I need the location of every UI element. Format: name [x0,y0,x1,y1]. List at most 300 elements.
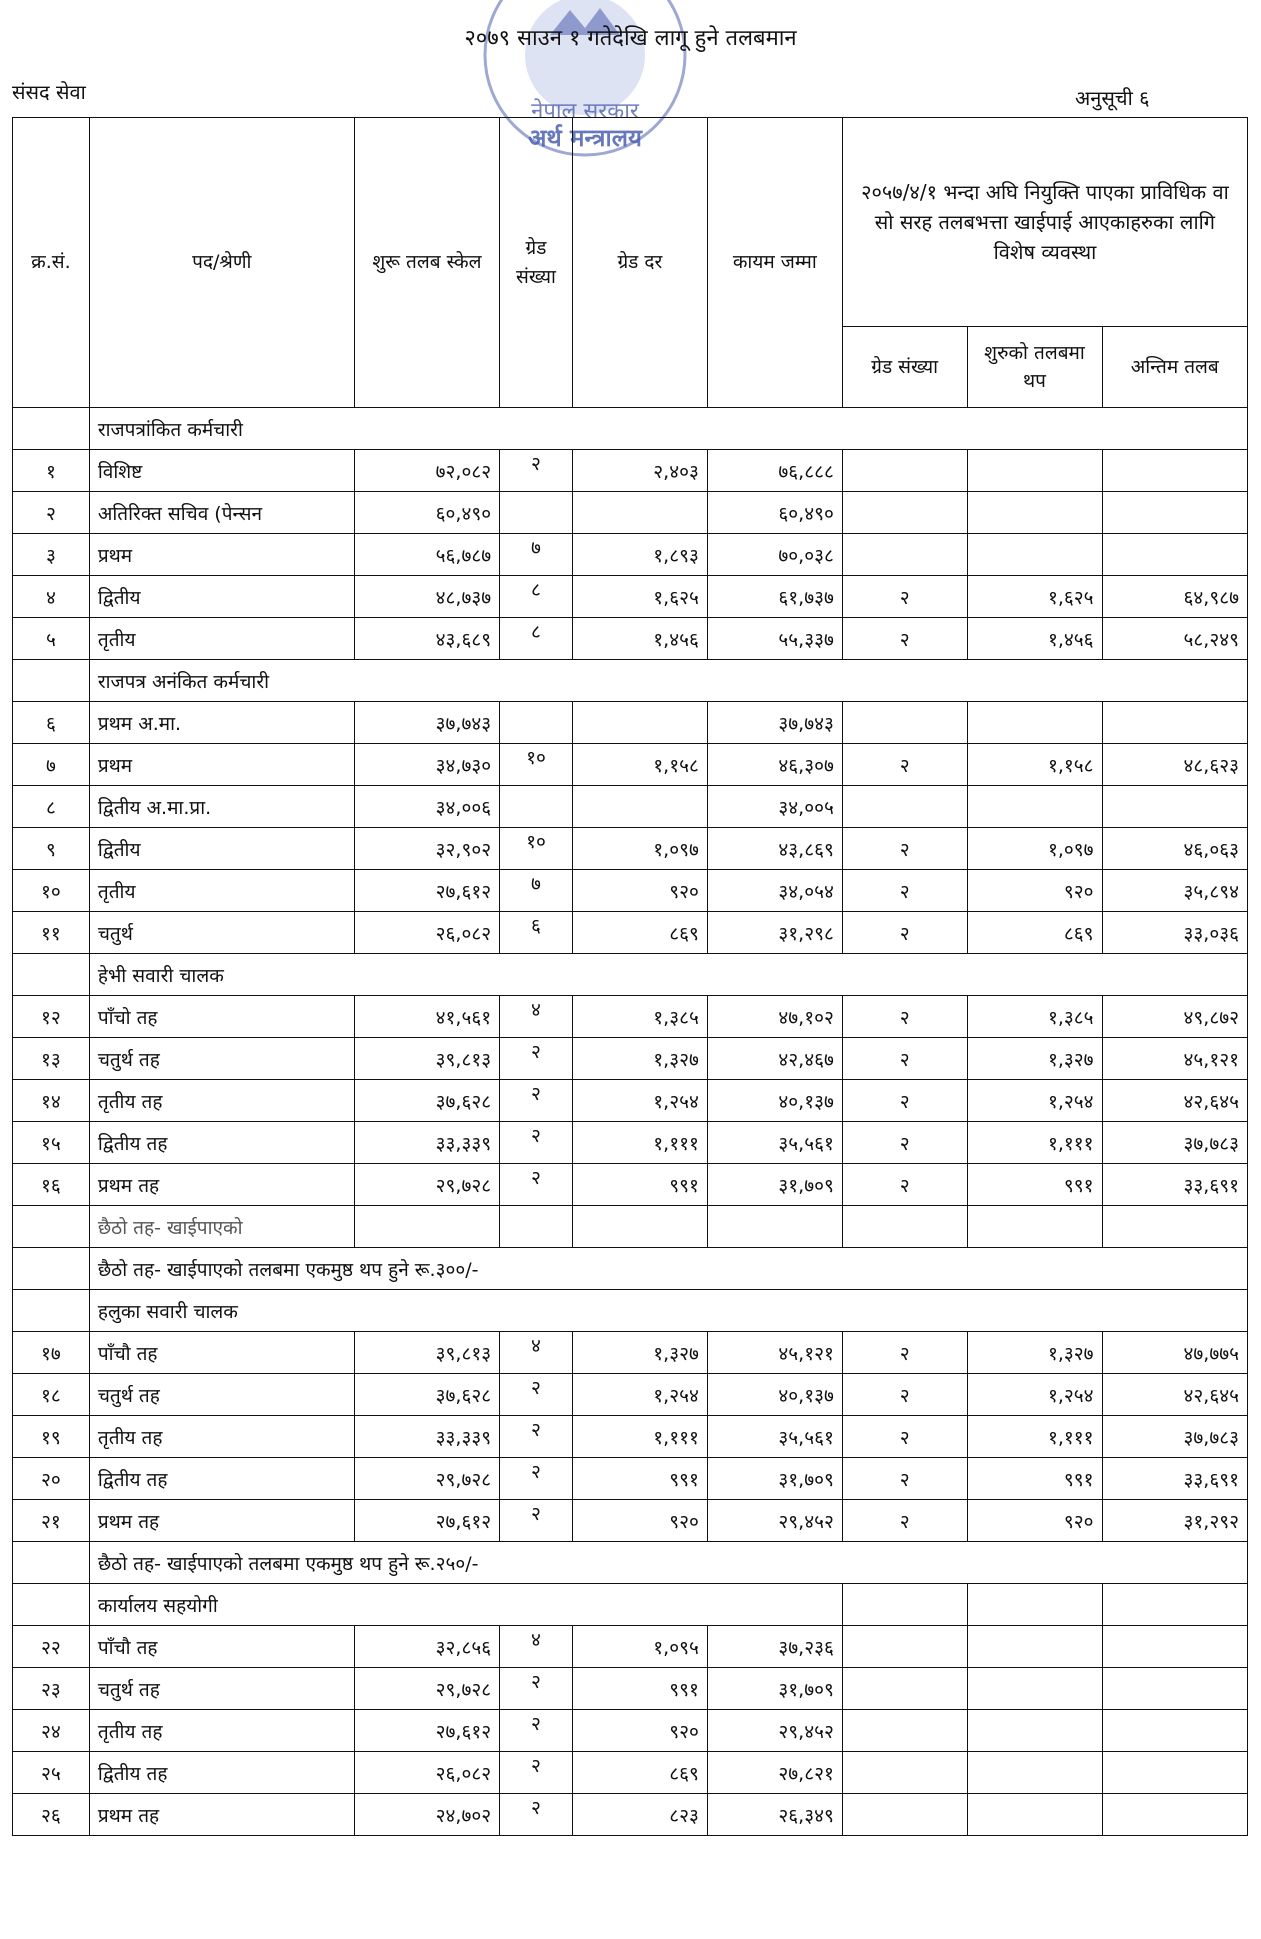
cell-post: चतुर्थ तह [89,1668,354,1710]
cell-special-add [967,786,1102,828]
cell-grade-count [500,702,573,744]
cell-total: २९,४५२ [707,1710,842,1752]
cell-special-final: ४२,६४५ [1102,1374,1247,1416]
col-header-special-provision: २०५७/४/१ भन्दा अघि नियुक्ति पाएका प्राविधिक वा सो सरह तलबभत्ता खाईपाई आएकाहरुका लागि विशेष व्यवस्था [842,118,1247,327]
cell-start-scale: ६०,४९० [354,492,499,534]
cell-special-add: ९२० [967,870,1102,912]
section-title: हलुका सवारी चालक [89,1290,1247,1332]
cell-special-final: ४६,०६३ [1102,828,1247,870]
cell-grade-rate: १,४५६ [572,618,707,660]
section-blank-cell [13,1584,90,1626]
cell-special-final [1102,1668,1247,1710]
cell-special-add: १,३२७ [967,1332,1102,1374]
cell-post: पाँचौ तह [89,1332,354,1374]
table-row [13,618,1248,660]
table-row [13,870,1248,912]
empty-cell [572,1206,707,1248]
cell-start-scale: २७,६१२ [354,1710,499,1752]
table-row [13,912,1248,954]
cell-sn: ३ [13,534,90,576]
cell-special-add [967,1710,1102,1752]
cell-special-add: १,३२७ [967,1038,1102,1080]
cell-special-add: १,४५६ [967,618,1102,660]
section-title: कार्यालय सहयोगी [89,1584,842,1626]
cell-special-final [1102,1752,1247,1794]
cell-special-grade: २ [842,996,967,1038]
cell-special-grade [842,1626,967,1668]
section-blank-cell [13,1290,90,1332]
cell-special-grade: २ [842,1374,967,1416]
cell-grade-count: १० [500,744,573,786]
note-row [13,1248,1248,1290]
cell-special-final: ३३,६९१ [1102,1164,1247,1206]
table-row [13,1038,1248,1080]
cell-special-grade [842,492,967,534]
salary-table [12,117,1248,1836]
cell-sn: ७ [13,744,90,786]
cell-sn: २२ [13,1626,90,1668]
cell-grade-rate [572,492,707,534]
table-row [13,1710,1248,1752]
table-row [13,1458,1248,1500]
cell-special-grade: २ [842,744,967,786]
cell-start-scale: ३४,००६ [354,786,499,828]
table-row [13,492,1248,534]
cell-special-grade: २ [842,870,967,912]
cell-special-add [967,1794,1102,1836]
cell-post: द्वितीय [89,576,354,618]
cell-total: ३१,७०९ [707,1458,842,1500]
cell-sn: ६ [13,702,90,744]
cell-sn: १० [13,870,90,912]
cell-special-grade [842,450,967,492]
table-row [13,1626,1248,1668]
cell-grade-count: ८ [500,576,573,618]
table-row [13,1668,1248,1710]
section-blank-cell [13,408,90,450]
cell-total: २७,८२१ [707,1752,842,1794]
table-row [13,1374,1248,1416]
cell-total: ७६,८८८ [707,450,842,492]
cell-total: ४२,४६७ [707,1038,842,1080]
cell-grade-count: १० [500,828,573,870]
cell-special-add: १,१११ [967,1122,1102,1164]
table-row [13,1794,1248,1836]
cell-start-scale: २६,०८२ [354,1752,499,1794]
cell-start-scale: ७२,०८२ [354,450,499,492]
cell-grade-rate: ८६९ [572,1752,707,1794]
section-header-row [13,660,1248,702]
cell-special-final: ३३,६९१ [1102,1458,1247,1500]
cell-total: ३७,७४३ [707,702,842,744]
cell-special-add: १,३८५ [967,996,1102,1038]
cell-grade-count [500,786,573,828]
cell-special-grade: २ [842,1416,967,1458]
table-row [13,1416,1248,1458]
cell-special-grade: २ [842,1122,967,1164]
cell-start-scale: ३३,३३९ [354,1416,499,1458]
cell-grade-count: २ [500,1080,573,1122]
empty-cell [967,1206,1102,1248]
cell-special-final: ३७,७८३ [1102,1122,1247,1164]
cell-sn: १९ [13,1416,90,1458]
cell-post: चतुर्थ [89,912,354,954]
note-text: छैठो तह- खाईपाएको तलबमा एकमुष्ठ थप हुने रू.३००/- [89,1248,1247,1290]
col-header-sub-final: अन्तिम तलब [1102,327,1247,408]
cell-sn: ९ [13,828,90,870]
cell-grade-count: ४ [500,1626,573,1668]
cell-total: २९,४५२ [707,1500,842,1542]
cell-grade-rate: १,१५८ [572,744,707,786]
cell-special-grade: २ [842,576,967,618]
cell-grade-rate: १,२५४ [572,1374,707,1416]
note-text: छैठो तह- खाईपाएको तलबमा एकमुष्ठ थप हुने रू.२५०/- [89,1542,1247,1584]
col-header-grade-count: ग्रेड संख्या [500,118,573,408]
cell-post: चतुर्थ तह [89,1374,354,1416]
cell-special-grade: २ [842,1164,967,1206]
note-blank-cell [13,1206,90,1248]
col-header-sub-add: शुरुको तलबमा थप [967,327,1102,408]
cell-special-add: ८६९ [967,912,1102,954]
table-row [13,1500,1248,1542]
page-title: २०७९ साउन १ गतेदेखि लागू हुने तलबमान [464,26,797,51]
cell-special-final [1102,702,1247,744]
cell-grade-rate: १,१११ [572,1122,707,1164]
cell-total: ३१,७०९ [707,1668,842,1710]
cell-special-final: ३७,७८३ [1102,1416,1247,1458]
cell-special-add: ९९१ [967,1164,1102,1206]
cell-total: ३१,७०९ [707,1164,842,1206]
seal-text-top: नेपाल सरकार [531,99,639,124]
cell-grade-rate: ९२० [572,1710,707,1752]
cell-total: ४५,१२१ [707,1332,842,1374]
cell-special-final [1102,1710,1247,1752]
cell-total: ३४,०५४ [707,870,842,912]
cell-start-scale: २४,७०२ [354,1794,499,1836]
cell-sn: ५ [13,618,90,660]
cell-post: द्वितीय तह [89,1752,354,1794]
cell-special-add: १,२५४ [967,1080,1102,1122]
cell-start-scale: ३७,६२८ [354,1080,499,1122]
cell-grade-rate: १,१११ [572,1416,707,1458]
note-blank-cell [13,1542,90,1584]
service-label: संसद सेवा [12,80,86,104]
cell-grade-count: २ [500,1500,573,1542]
cell-post: प्रथम अ.मा. [89,702,354,744]
cell-special-add [967,1668,1102,1710]
cell-special-add: १,१५८ [967,744,1102,786]
cell-sn: २३ [13,1668,90,1710]
cell-grade-count: २ [500,1458,573,1500]
cell-special-final: ६४,९८७ [1102,576,1247,618]
cell-special-grade: २ [842,828,967,870]
cell-special-grade [842,1584,967,1626]
cell-special-add [967,1584,1102,1626]
cell-total: २६,३४९ [707,1794,842,1836]
cell-special-grade [842,534,967,576]
cell-sn: २६ [13,1794,90,1836]
table-row [13,1080,1248,1122]
cell-grade-rate: ९९१ [572,1164,707,1206]
cell-grade-rate [572,786,707,828]
cell-special-grade [842,1794,967,1836]
cell-post: तृतीय तह [89,1080,354,1122]
col-header-start-scale: शुरू तलब स्केल [354,118,499,408]
cell-special-final: ४२,६४५ [1102,1080,1247,1122]
cell-post: तृतीय तह [89,1416,354,1458]
cell-post: प्रथम तह [89,1500,354,1542]
cell-post: प्रथम [89,744,354,786]
table-row [13,828,1248,870]
section-header-row [13,1290,1248,1332]
cell-total: ३७,२३६ [707,1626,842,1668]
cell-start-scale: ३७,६२८ [354,1374,499,1416]
cell-total: ४०,१३७ [707,1374,842,1416]
cell-post: तृतीय [89,870,354,912]
cell-sn: १८ [13,1374,90,1416]
cell-post: तृतीय [89,618,354,660]
cell-post: प्रथम तह [89,1164,354,1206]
cell-post: द्वितीय अ.मा.प्रा. [89,786,354,828]
table-row [13,450,1248,492]
cell-special-grade [842,1710,967,1752]
cell-grade-rate: १,३२७ [572,1038,707,1080]
empty-cell [842,1206,967,1248]
cell-total: ४०,१३७ [707,1080,842,1122]
cell-special-final: ४९,८७२ [1102,996,1247,1038]
cell-post: द्वितीय तह [89,1122,354,1164]
col-header-sub-grade: ग्रेड संख्या [842,327,967,408]
cell-special-add [967,702,1102,744]
section-blank-cell [13,954,90,996]
cell-special-add: १,२५४ [967,1374,1102,1416]
cell-start-scale: ३४,७३० [354,744,499,786]
table-row [13,534,1248,576]
table-body [13,408,1248,1836]
cell-special-final: ५८,२४९ [1102,618,1247,660]
table-row [13,1752,1248,1794]
cell-special-grade [842,1752,967,1794]
cell-grade-rate: ९२० [572,870,707,912]
cell-sn: १२ [13,996,90,1038]
section-header-row [13,408,1248,450]
cell-special-final: ३३,०३६ [1102,912,1247,954]
cell-start-scale: ३२,८५६ [354,1626,499,1668]
cell-special-grade: २ [842,1332,967,1374]
cell-grade-count: २ [500,1710,573,1752]
cell-start-scale: ४८,७३७ [354,576,499,618]
cell-grade-count: २ [500,1374,573,1416]
cell-total: ७०,०३८ [707,534,842,576]
cell-grade-rate: १,०९५ [572,1626,707,1668]
col-header-grade-rate: ग्रेड दर [572,118,707,408]
cell-total: ३५,५६१ [707,1416,842,1458]
cell-total: ५५,३३७ [707,618,842,660]
cell-sn: ८ [13,786,90,828]
note-text: छैठो तह- खाईपाएको [89,1206,354,1248]
cell-total: ४३,८६९ [707,828,842,870]
cell-special-grade [842,786,967,828]
cell-sn: १४ [13,1080,90,1122]
cell-special-final: ३१,२९२ [1102,1500,1247,1542]
cell-grade-count: ८ [500,618,573,660]
schedule-label: अनुसूची ६ [1075,86,1150,110]
cell-post: अतिरिक्त सचिव (पेन्सन [89,492,354,534]
table-row [13,702,1248,744]
cell-special-grade: २ [842,912,967,954]
cell-grade-rate: ८६९ [572,912,707,954]
cell-grade-count: २ [500,1038,573,1080]
cell-special-final [1102,786,1247,828]
cell-start-scale: ४३,६८९ [354,618,499,660]
cell-grade-count: ७ [500,870,573,912]
seal-text-bottom: अर्थ मन्त्रालय [528,124,642,152]
cell-start-scale: २९,७२८ [354,1668,499,1710]
cell-special-add: १,१११ [967,1416,1102,1458]
cell-special-final: ४५,१२१ [1102,1038,1247,1080]
cell-grade-rate: १,६२५ [572,576,707,618]
cell-post: द्वितीय [89,828,354,870]
cell-grade-count: २ [500,450,573,492]
cell-total: ३५,५६१ [707,1122,842,1164]
cell-start-scale: ३९,८१३ [354,1038,499,1080]
cell-start-scale: ५६,७८७ [354,534,499,576]
cell-grade-count: २ [500,1794,573,1836]
cell-grade-count [500,492,573,534]
note-row [13,1542,1248,1584]
cell-start-scale: २९,७२८ [354,1458,499,1500]
table-row [13,1164,1248,1206]
cell-sn: २४ [13,1710,90,1752]
cell-special-grade [842,702,967,744]
cell-total: ३४,००५ [707,786,842,828]
cell-start-scale: ३९,८१३ [354,1332,499,1374]
cell-post: तृतीय तह [89,1710,354,1752]
empty-cell [1102,1206,1247,1248]
cell-special-grade: २ [842,1038,967,1080]
cell-grade-rate: १,०९७ [572,828,707,870]
cell-sn: १७ [13,1332,90,1374]
cell-total: ६१,७३७ [707,576,842,618]
cell-grade-rate: ९२० [572,1500,707,1542]
cell-special-final: ३५,८९४ [1102,870,1247,912]
cell-grade-count: ४ [500,1332,573,1374]
cell-start-scale: २७,६१२ [354,870,499,912]
cell-special-grade: २ [842,1500,967,1542]
cell-grade-count: ७ [500,534,573,576]
section-blank-cell [13,660,90,702]
table-row [13,1122,1248,1164]
table-row [13,744,1248,786]
table-row [13,576,1248,618]
table-row [13,1332,1248,1374]
cell-total: ६०,४९० [707,492,842,534]
section-header-row [13,954,1248,996]
cell-post: द्वितीय तह [89,1458,354,1500]
cell-special-grade: २ [842,1080,967,1122]
cell-start-scale: २६,०८२ [354,912,499,954]
cell-grade-count: ६ [500,912,573,954]
cell-special-grade [842,1668,967,1710]
cell-special-final [1102,1626,1247,1668]
note-blank-cell [13,1248,90,1290]
cell-grade-rate: ९९१ [572,1458,707,1500]
cell-special-add: ९९१ [967,1458,1102,1500]
cell-special-final [1102,450,1247,492]
empty-cell [707,1206,842,1248]
cell-special-add: ९२० [967,1500,1102,1542]
cell-post: पाँचौ तह [89,1626,354,1668]
cell-special-add [967,1626,1102,1668]
cell-grade-rate: १,८९३ [572,534,707,576]
section-header-row [13,1584,1248,1626]
cell-grade-count: २ [500,1122,573,1164]
cell-start-scale: ३७,७४३ [354,702,499,744]
cell-sn: १३ [13,1038,90,1080]
cell-post: प्रथम [89,534,354,576]
cell-total: ३१,२९८ [707,912,842,954]
cell-special-add: १,६२५ [967,576,1102,618]
cell-post: विशिष्ट [89,450,354,492]
cell-grade-rate [572,702,707,744]
cell-total: ४७,१०२ [707,996,842,1038]
cell-grade-count: २ [500,1752,573,1794]
section-title: राजपत्र अनंकित कर्मचारी [89,660,1247,702]
col-header-total: कायम जम्मा [707,118,842,408]
cell-grade-rate: २,४०३ [572,450,707,492]
empty-cell [354,1206,499,1248]
cell-special-final: ४७,७७५ [1102,1332,1247,1374]
cell-sn: १ [13,450,90,492]
cell-grade-rate: १,३८५ [572,996,707,1038]
cell-sn: १५ [13,1122,90,1164]
table-row [13,996,1248,1038]
cell-special-add: १,०९७ [967,828,1102,870]
cell-grade-rate: १,२५४ [572,1080,707,1122]
cell-special-final: ४८,६२३ [1102,744,1247,786]
cell-total: ४६,३०७ [707,744,842,786]
cell-start-scale: २९,७२८ [354,1164,499,1206]
cell-sn: १६ [13,1164,90,1206]
cell-grade-rate: ८२३ [572,1794,707,1836]
cell-special-grade: २ [842,1458,967,1500]
cell-sn: २ [13,492,90,534]
cell-post: चतुर्थ तह [89,1038,354,1080]
cell-start-scale: ३३,३३९ [354,1122,499,1164]
cell-sn: २१ [13,1500,90,1542]
note-row [13,1206,1248,1248]
cell-special-add [967,1752,1102,1794]
table-row [13,786,1248,828]
cell-special-add [967,450,1102,492]
col-header-post: पद/श्रेणी [89,118,354,408]
cell-grade-count: २ [500,1668,573,1710]
empty-cell [500,1206,573,1248]
cell-special-add [967,534,1102,576]
section-title: राजपत्रांकित कर्मचारी [89,408,1247,450]
col-header-sn: क्र.सं. [13,118,90,408]
cell-special-final [1102,1794,1247,1836]
cell-special-grade: २ [842,618,967,660]
cell-post: प्रथम तह [89,1794,354,1836]
cell-special-final [1102,1584,1247,1626]
cell-sn: ११ [13,912,90,954]
cell-sn: २० [13,1458,90,1500]
cell-grade-rate: ९९१ [572,1668,707,1710]
cell-special-final [1102,492,1247,534]
cell-special-final [1102,534,1247,576]
cell-start-scale: ४१,५६१ [354,996,499,1038]
